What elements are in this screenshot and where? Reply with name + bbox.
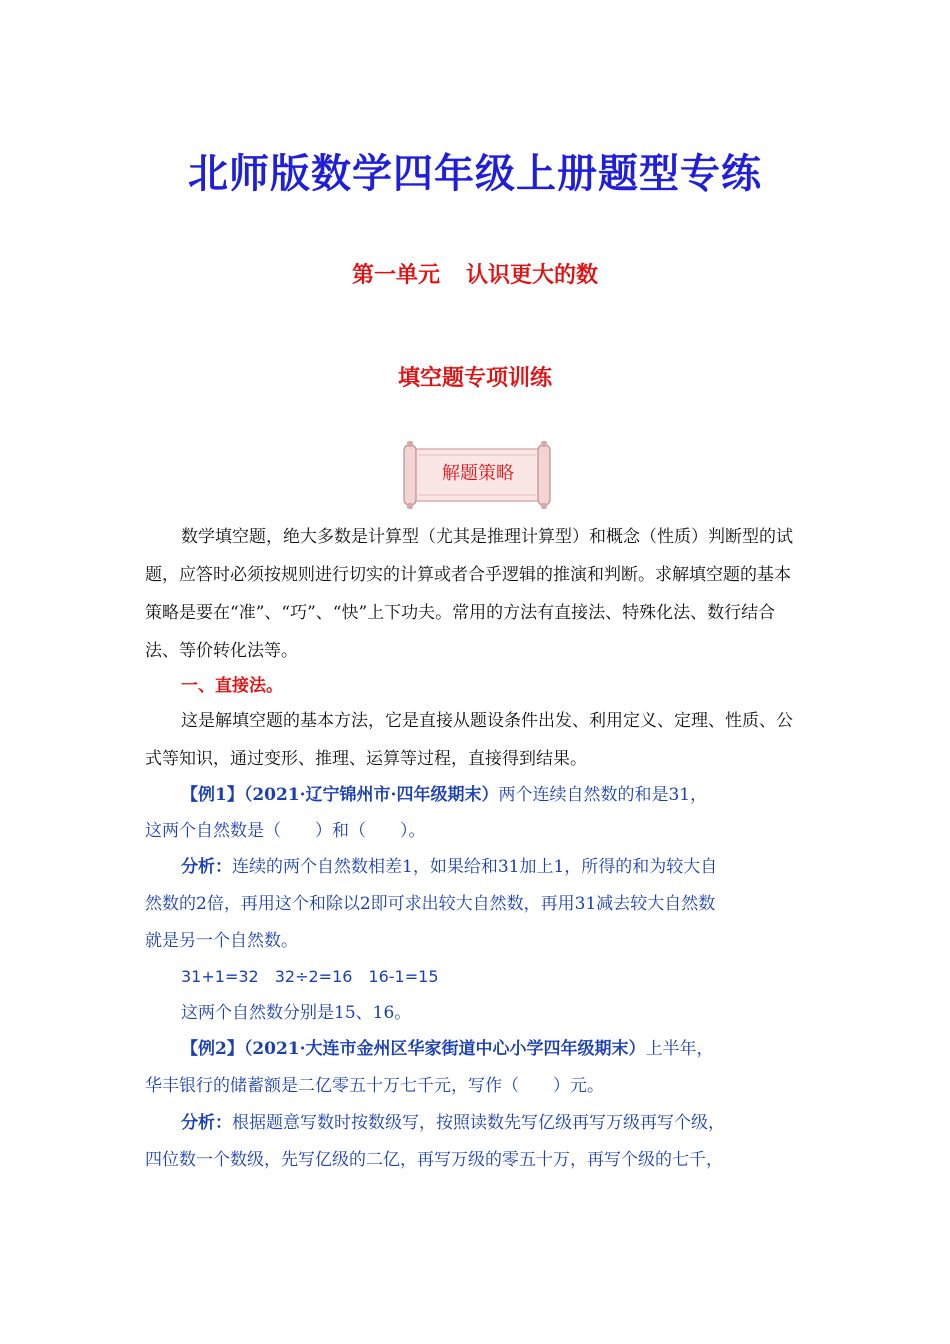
method1-description: 这是解填空题的基本方法，它是直接从题设条件出发、利用定义、定理、性质、公式等知识，通过变形、推理、运算等过程，直接得到结果。 bbox=[145, 711, 793, 769]
unit-heading bbox=[0, 258, 950, 289]
unit-name: 认识更大的数 bbox=[466, 263, 599, 288]
method1-heading: 一、直接法。 bbox=[181, 676, 283, 696]
example1-answer: 这两个自然数分别是15、16。 bbox=[181, 1003, 412, 1023]
example1-line1 bbox=[181, 785, 707, 805]
strategy-scroll-banner bbox=[398, 441, 556, 509]
example1-analysis-line3: 就是另一个自然数。 bbox=[145, 931, 298, 951]
example2-analysis-text1: 根据题意写数时按数级写，按照读数先写亿级再写万级再写个级， bbox=[232, 1113, 725, 1133]
example1-calculation: 31+1=32 32÷2=16 16-1=15 bbox=[181, 967, 439, 986]
example1-analysis-line1 bbox=[181, 857, 717, 877]
example2-tag: 【例2】（2021·大连市金州区华家街道中心小学四年级期末） bbox=[181, 1039, 646, 1059]
example2-analysis-line1 bbox=[181, 1113, 725, 1133]
example1-question-part2: 这两个自然数是（ ）和（ ）。 bbox=[145, 821, 426, 841]
example1-tag: 【例1】（2021·辽宁锦州市·四年级期末） bbox=[181, 785, 499, 805]
document-title: 北师版数学四年级上册题型专练 bbox=[188, 151, 762, 197]
strategy-label: 解题策略 bbox=[442, 463, 514, 484]
intro-paragraph: 数学填空题，绝大多数是计算型（尤其是推理计算型）和概念（性质）判断型的试题，应答时必须按规则进行切实的计算或者合乎逻辑的推演和判断。求解填空题的基本策略是要在“准”、“巧”、“快”上下功夫。常用的方法有直接法、特殊化法、数行结合法、等价转化法等。 bbox=[145, 527, 793, 661]
section-title: 填空题专项训练 bbox=[397, 366, 552, 391]
example2-line1 bbox=[181, 1039, 714, 1059]
example1-analysis-text1: 连续的两个自然数相差1，如果给和31加上1，所得的和为较大自 bbox=[232, 857, 718, 877]
example2-analysis-label: 分析： bbox=[181, 1113, 232, 1133]
example1-analysis-label: 分析： bbox=[181, 857, 232, 877]
example2-question-part2: 华丰银行的储蓄额是二亿零五十万七千元，写作（ ）元。 bbox=[145, 1076, 604, 1096]
unit-number: 第一单元 bbox=[351, 263, 440, 288]
example1-question-part1: 两个连续自然数的和是31， bbox=[498, 785, 708, 805]
example2-analysis-line2: 四位数一个数级，先写亿级的二亿，再写万级的零五十万，再写个级的七千， bbox=[145, 1150, 723, 1170]
example1-analysis-line2: 然数的2倍，再用这个和除以2即可求出较大自然数，再用31减去较大自然数 bbox=[145, 894, 716, 914]
example2-question-part1: 上半年， bbox=[645, 1039, 714, 1059]
